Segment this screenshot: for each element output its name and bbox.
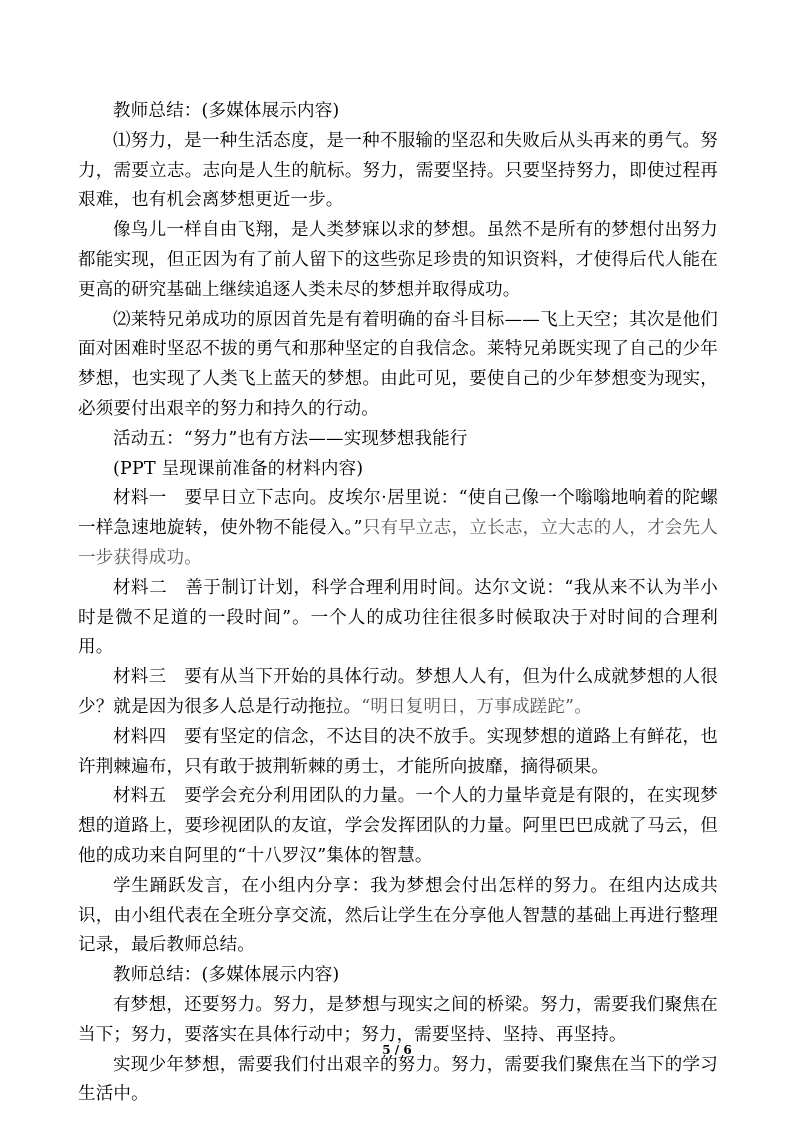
paragraph-effort: ⑴努力，是一种生活态度，是一种不服输的坚忍和失败后从头再来的勇气。努力，需要立志。志向是人生的航标。努力，需要坚持。只要坚持努力，即使过程再艰难，也有机会离梦想更近一步。 — [78, 130, 718, 211]
material-two: 材料二 善于制订计划，科学合理利用时间。达尔文说：“我从来不认为半小时是微不足道的一段时间”。一个人的成功往往很多时候取决于对时间的合理利用。 — [78, 577, 718, 658]
material-one — [78, 484, 718, 573]
page-number: 5 / 6 — [382, 1043, 412, 1057]
paragraph-dream-effort: 有梦想，还要努力。努力，是梦想与现实之间的桥梁。努力，需要我们聚焦在当下；努力，要落实在具体行动中；努力，需要坚持、坚持、再坚持。 — [78, 994, 718, 1045]
teacher-summary-heading-2: 教师总结：(多媒体展示内容) — [113, 965, 340, 986]
activity-five-heading: 活动五：“努力”也有方法——实现梦想我能行 — [113, 428, 468, 449]
ppt-note: (PPT 呈现课前准备的材料内容) — [113, 458, 364, 479]
teacher-summary-heading-1: 教师总结：(多媒体展示内容) — [113, 101, 340, 121]
material-four: 材料四 要有坚定的信念，不达目的决不放手。实现梦想的道路上有鲜花，也许荆棘遍布，只有敢于披荆斩棘的勇士，才能所向披靡，摘得硕果。 — [78, 726, 718, 777]
material-three-main: 材料三 要有从当下开始的具体行动。梦想人人有，但为什么成就梦想的人很少？就是因为很多人总是行动拖拉。 — [78, 667, 718, 717]
material-three-gray: “明日复明日，万事成蹉跎”。 — [361, 696, 592, 717]
paragraph-final: 实现少年梦想，需要我们付出艰辛的努力。努力，需要我们聚焦在当下的学习生活中。 — [78, 1054, 718, 1105]
paragraph-wright-brothers: ⑵莱特兄弟成功的原因首先是有着明确的奋斗目标——飞上天空；其次是他们面对困难时坚忍不拔的勇气和那种坚定的自我信念。莱特兄弟既实现了自己的少年梦想，也实现了人类飞上蓝天的梦想。由此可见，要使自己的少年梦想变为现实，必须要付出艰辛的努力和持久的行动。 — [78, 309, 718, 419]
document-body — [78, 97, 718, 1110]
paragraph-student-sharing: 学生踊跃发言，在小组内分享：我为梦想会付出怎样的努力。在组内达成共识，由小组代表在全班分享交流，然后让学生在分享他人智慧的基础上再进行整理记录，最后教师总结。 — [78, 875, 718, 956]
material-one-main: 材料一 要早日立下志向。皮埃尔·居里说：“使自己像一个嗡嗡地响着的陀螺一样急速地旋转，使外物不能侵入。” — [78, 488, 718, 539]
material-one-gray: 只有早立志，立长志，立大志的人，才会先人一步获得成功。 — [78, 518, 718, 568]
material-five: 材料五 要学会充分利用团队的力量。一个人的力量毕竟是有限的，在实现梦想的道路上，要珍视团队的友谊，学会发挥团队的力量。阿里巴巴成就了马云，但他的成功来自阿里的“十八罗汉”集体的智慧。 — [78, 786, 718, 866]
material-three — [78, 663, 718, 723]
paragraph-bird-dream: 像鸟儿一样自由飞翔，是人类梦寐以求的梦想。虽然不是所有的梦想付出努力都能实现，但正因为有了前人留下的这些弥足珍贵的知识资料，才使得后代人能在更高的研究基础上继续追逐人类未尽的梦想并取得成功。 — [78, 220, 718, 300]
